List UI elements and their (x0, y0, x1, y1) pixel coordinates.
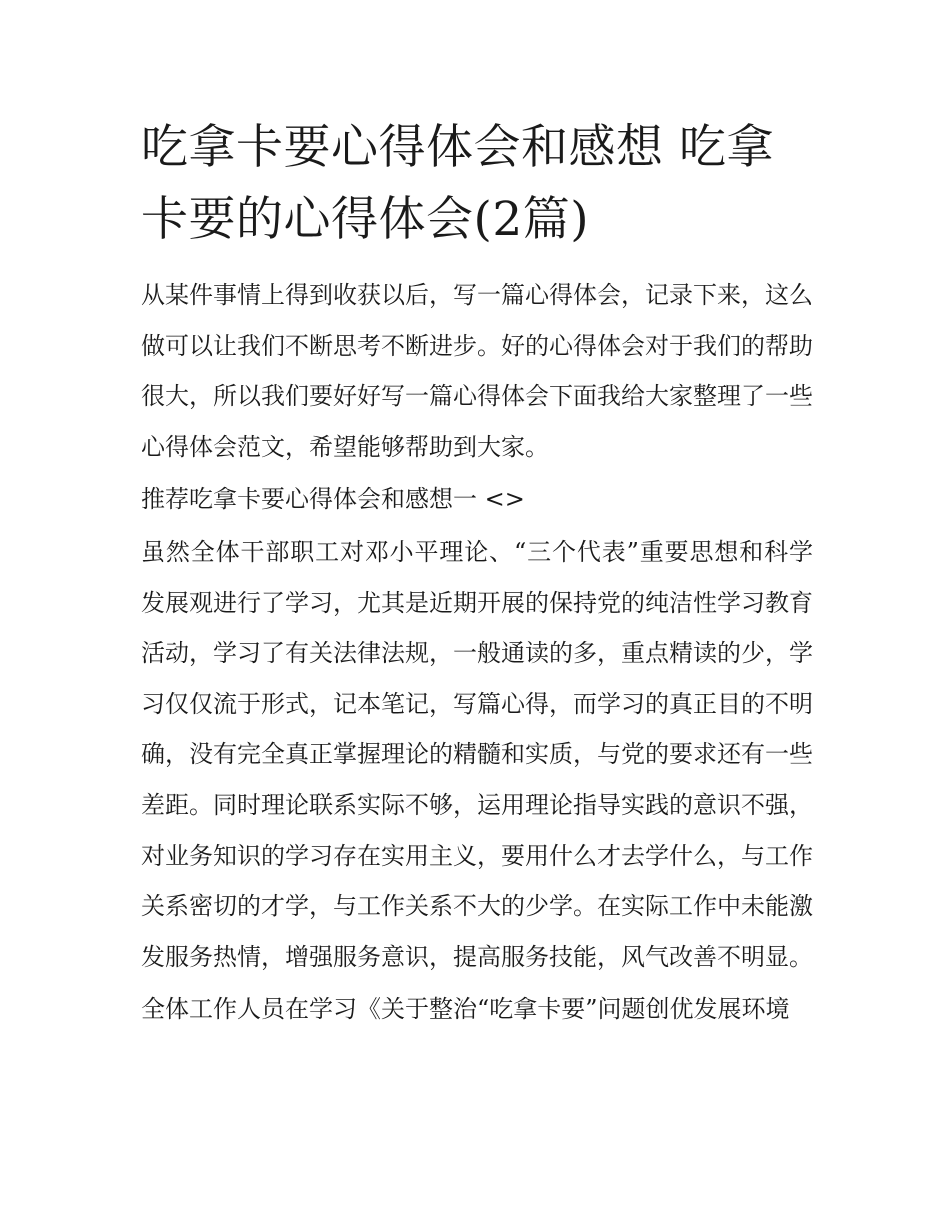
intro-paragraph: 从某件事情上得到收获以后，写一篇心得体会，记录下来，这么做可以让我们不断思考不断进步。好的心得体会对于我们的帮助很大，所以我们要好好写一篇心得体会下面我给大家整理了一些心得体会范文，希望能够帮助到大家。 (141, 281, 813, 461)
document-body (141, 112, 813, 1037)
document-title: 吃拿卡要心得体会和感想 吃拿卡要的心得体会(2篇) (141, 120, 774, 247)
body-paragraph-2: 全体工作人员在学习《关于整治“吃拿卡要”问题创优发展环境 (141, 995, 790, 1024)
body-paragraph-1: 虽然全体干部职工对邓小平理论、“三个代表”重要思想和科学发展观进行了学习，尤其是近期开展的保持党的纯洁性学习教育活动，学习了有关法律法规，一般通读的多，重点精读的少，学习仅仅流于形式，记本笔记，写篇心得，而学习的真正目的不明确，没有完全真正掌握理论的精髓和实质，与党的要求还有一些差距。同时理论联系实际不够，运用理论指导实践的意识不强，对业务知识的学习存在实用主义，要用什么才去学什么，与工作关系密切的才学，与工作关系不大的少学。在实际工作中未能激发服务热情，增强服务意识，提高服务技能，风气改善不明显。 (141, 537, 813, 971)
section-heading: 推荐吃拿卡要心得体会和感想一 <> (141, 485, 525, 514)
